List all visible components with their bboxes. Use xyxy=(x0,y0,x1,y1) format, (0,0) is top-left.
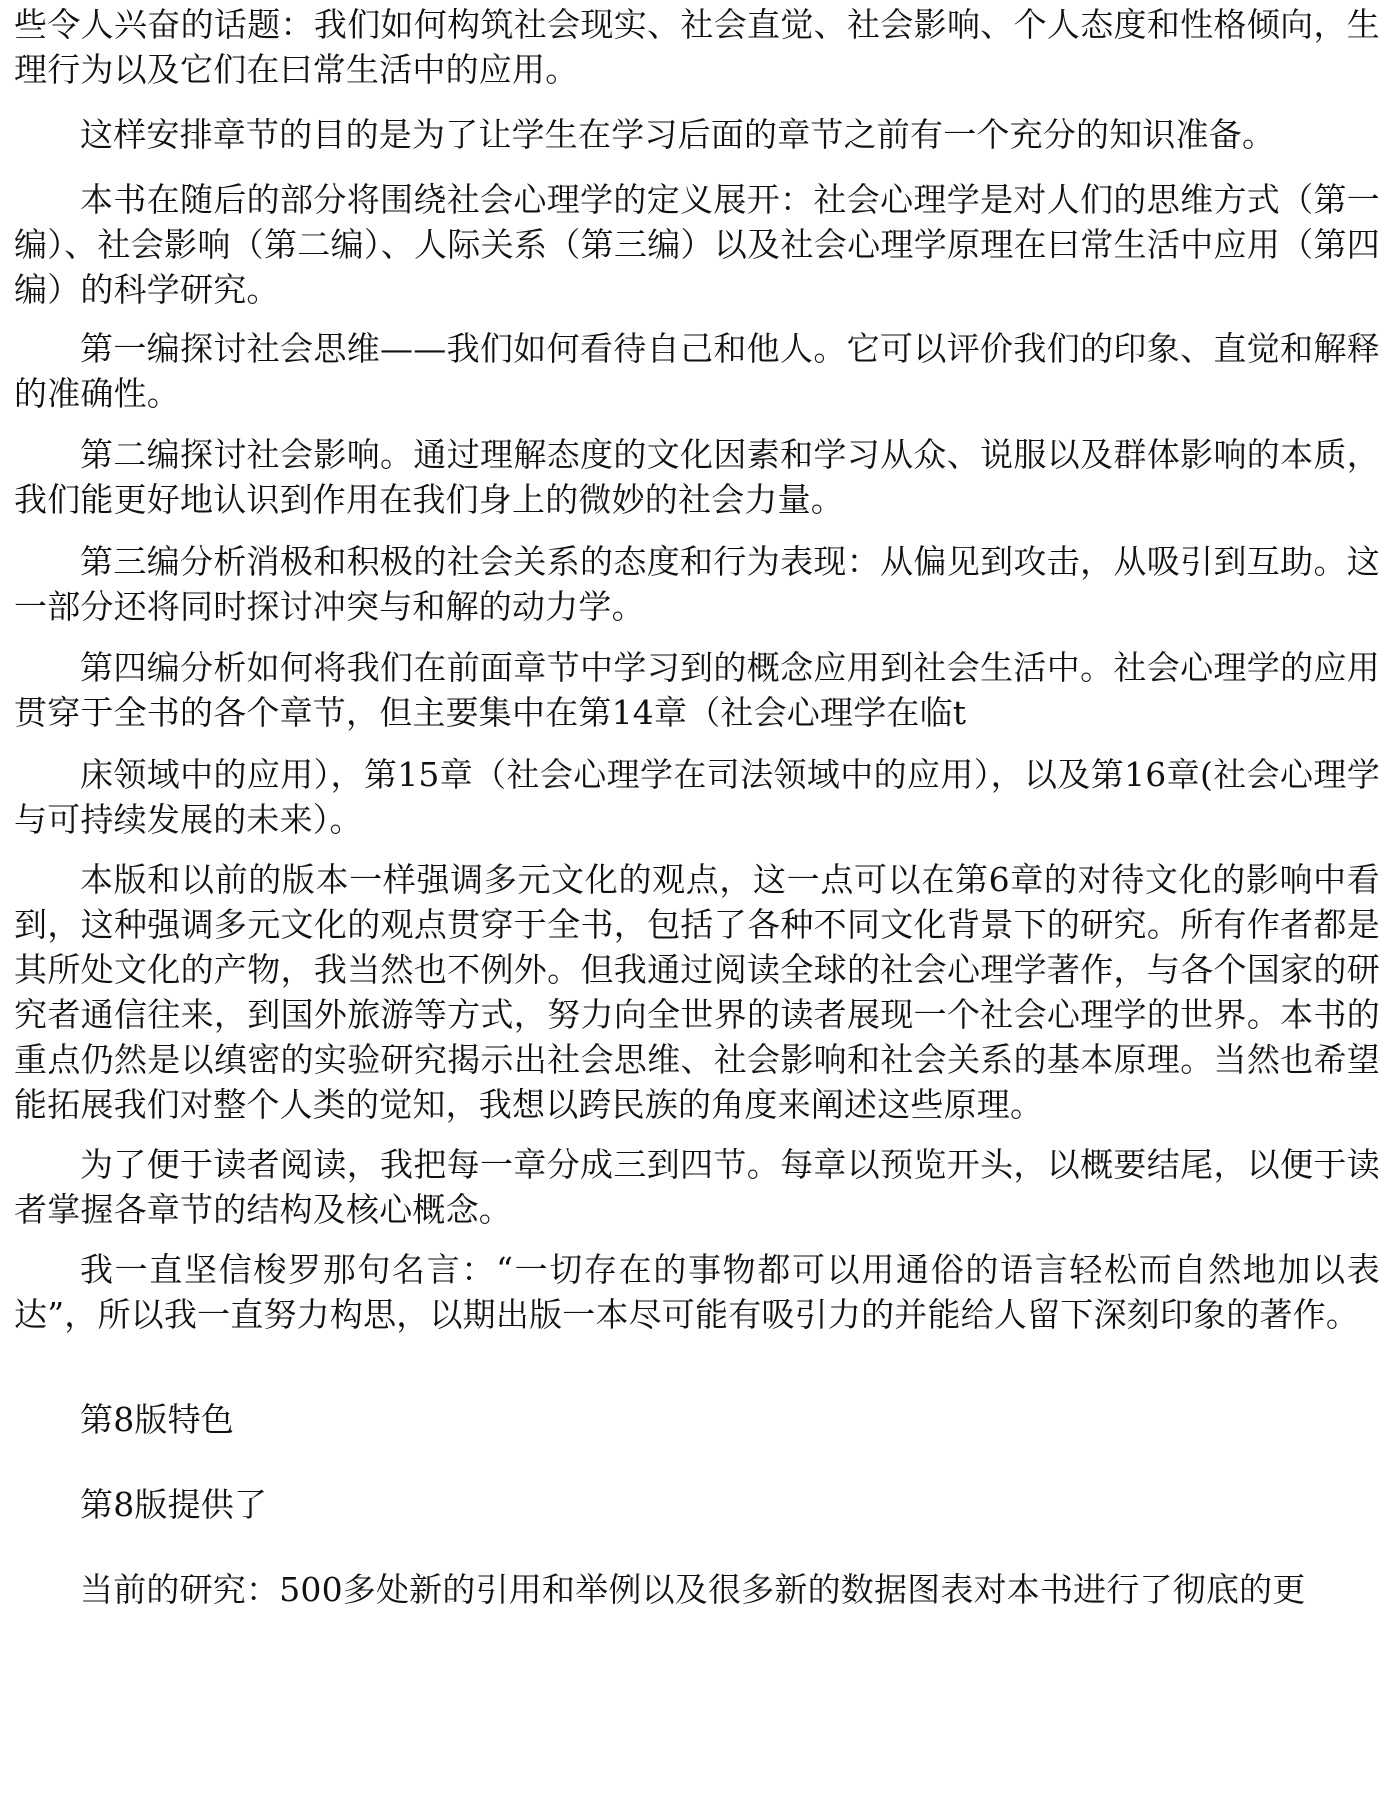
paragraph-part-four-continued: 床领域中的应用），第15章（社会心理学在司法领域中的应用），以及第16章(社会心理学与可持续发展的未来）。 xyxy=(14,755,1380,839)
section-heading-edition-features: 第8版特色 xyxy=(80,1400,234,1439)
paragraph-current-research: 当前的研究：500多处新的引用和举例以及很多新的数据图表对本书进行了彻底的更 xyxy=(80,1570,1306,1609)
paragraph-continuation-topics: 些令人兴奋的话题：我们如何构筑社会现实、社会直觉、社会影响、个人态度和性格倾向，生理行为以及它们在曰常生活中的应用。 xyxy=(14,5,1380,89)
paragraph-part-two: 第二编探讨社会影响。通过理解态度的文化因素和学习从众、说服以及群体影响的本质，我们能更好地认识到作用在我们身上的微妙的社会力量。 xyxy=(14,435,1380,519)
paragraph-reading-aid: 为了便于读者阅读，我把每一章分成三到四节。每章以预览开头，以概要结尾，以便于读者掌握各章节的结构及核心概念。 xyxy=(14,1145,1380,1229)
paragraph-chapter-purpose: 这样安排章节的目的是为了让学生在学习后面的章节之前有一个充分的知识准备。 xyxy=(80,115,1276,154)
paragraph-multicultural: 本版和以前的版本一样强调多元文化的观点，这一点可以在第6章的对待文化的影响中看到，这种强调多元文化的观点贯穿于全书，包括了各种不同文化背景下的研究。所有作者都是其所处文化的产物，我当然也不例外。但我通过阅读全球的社会心理学著作，与各个国家的研究者通信往来，到国外旅游等方式，努力向全世界的读者展现一个社会心理学的世界。本书的重点仍然是以缜密的实验研究揭示出社会思维、社会影响和社会关系的基本原理。当然也希望能拓展我们对整个人类的觉知，我想以跨民族的角度来阐述这些原理。 xyxy=(14,860,1380,1124)
paragraph-part-four: 第四编分析如何将我们在前面章节中学习到的概念应用到社会生活中。社会心理学的应用贯穿于全书的各个章节，但主要集中在第14章（社会心理学在临t xyxy=(14,648,1380,732)
paragraph-part-one: 第一编探讨社会思维——我们如何看待自己和他人。它可以评价我们的印象、直觉和解释的准确性。 xyxy=(14,329,1380,413)
paragraph-part-three: 第三编分析消极和积极的社会关系的态度和行为表现：从偏见到攻击，从吸引到互助。这一部分还将同时探讨冲突与和解的动力学。 xyxy=(14,542,1380,626)
paragraph-book-structure: 本书在随后的部分将围绕社会心理学的定义展开：社会心理学是对人们的思维方式（第一编）、社会影响（第二编）、人际关系（第三编）以及社会心理学原理在曰常生活中应用（第四编）的科学研究。 xyxy=(14,180,1380,309)
paragraph-thoreau-quote: 我一直坚信梭罗那句名言：“一切存在的事物都可以用通俗的语言轻松而自然地加以表达”，所以我一直努力构思，以期出版一本尽可能有吸引力的并能给人留下深刻印象的著作。 xyxy=(14,1250,1380,1334)
paragraph-edition-provides: 第8版提供了 xyxy=(80,1485,268,1524)
